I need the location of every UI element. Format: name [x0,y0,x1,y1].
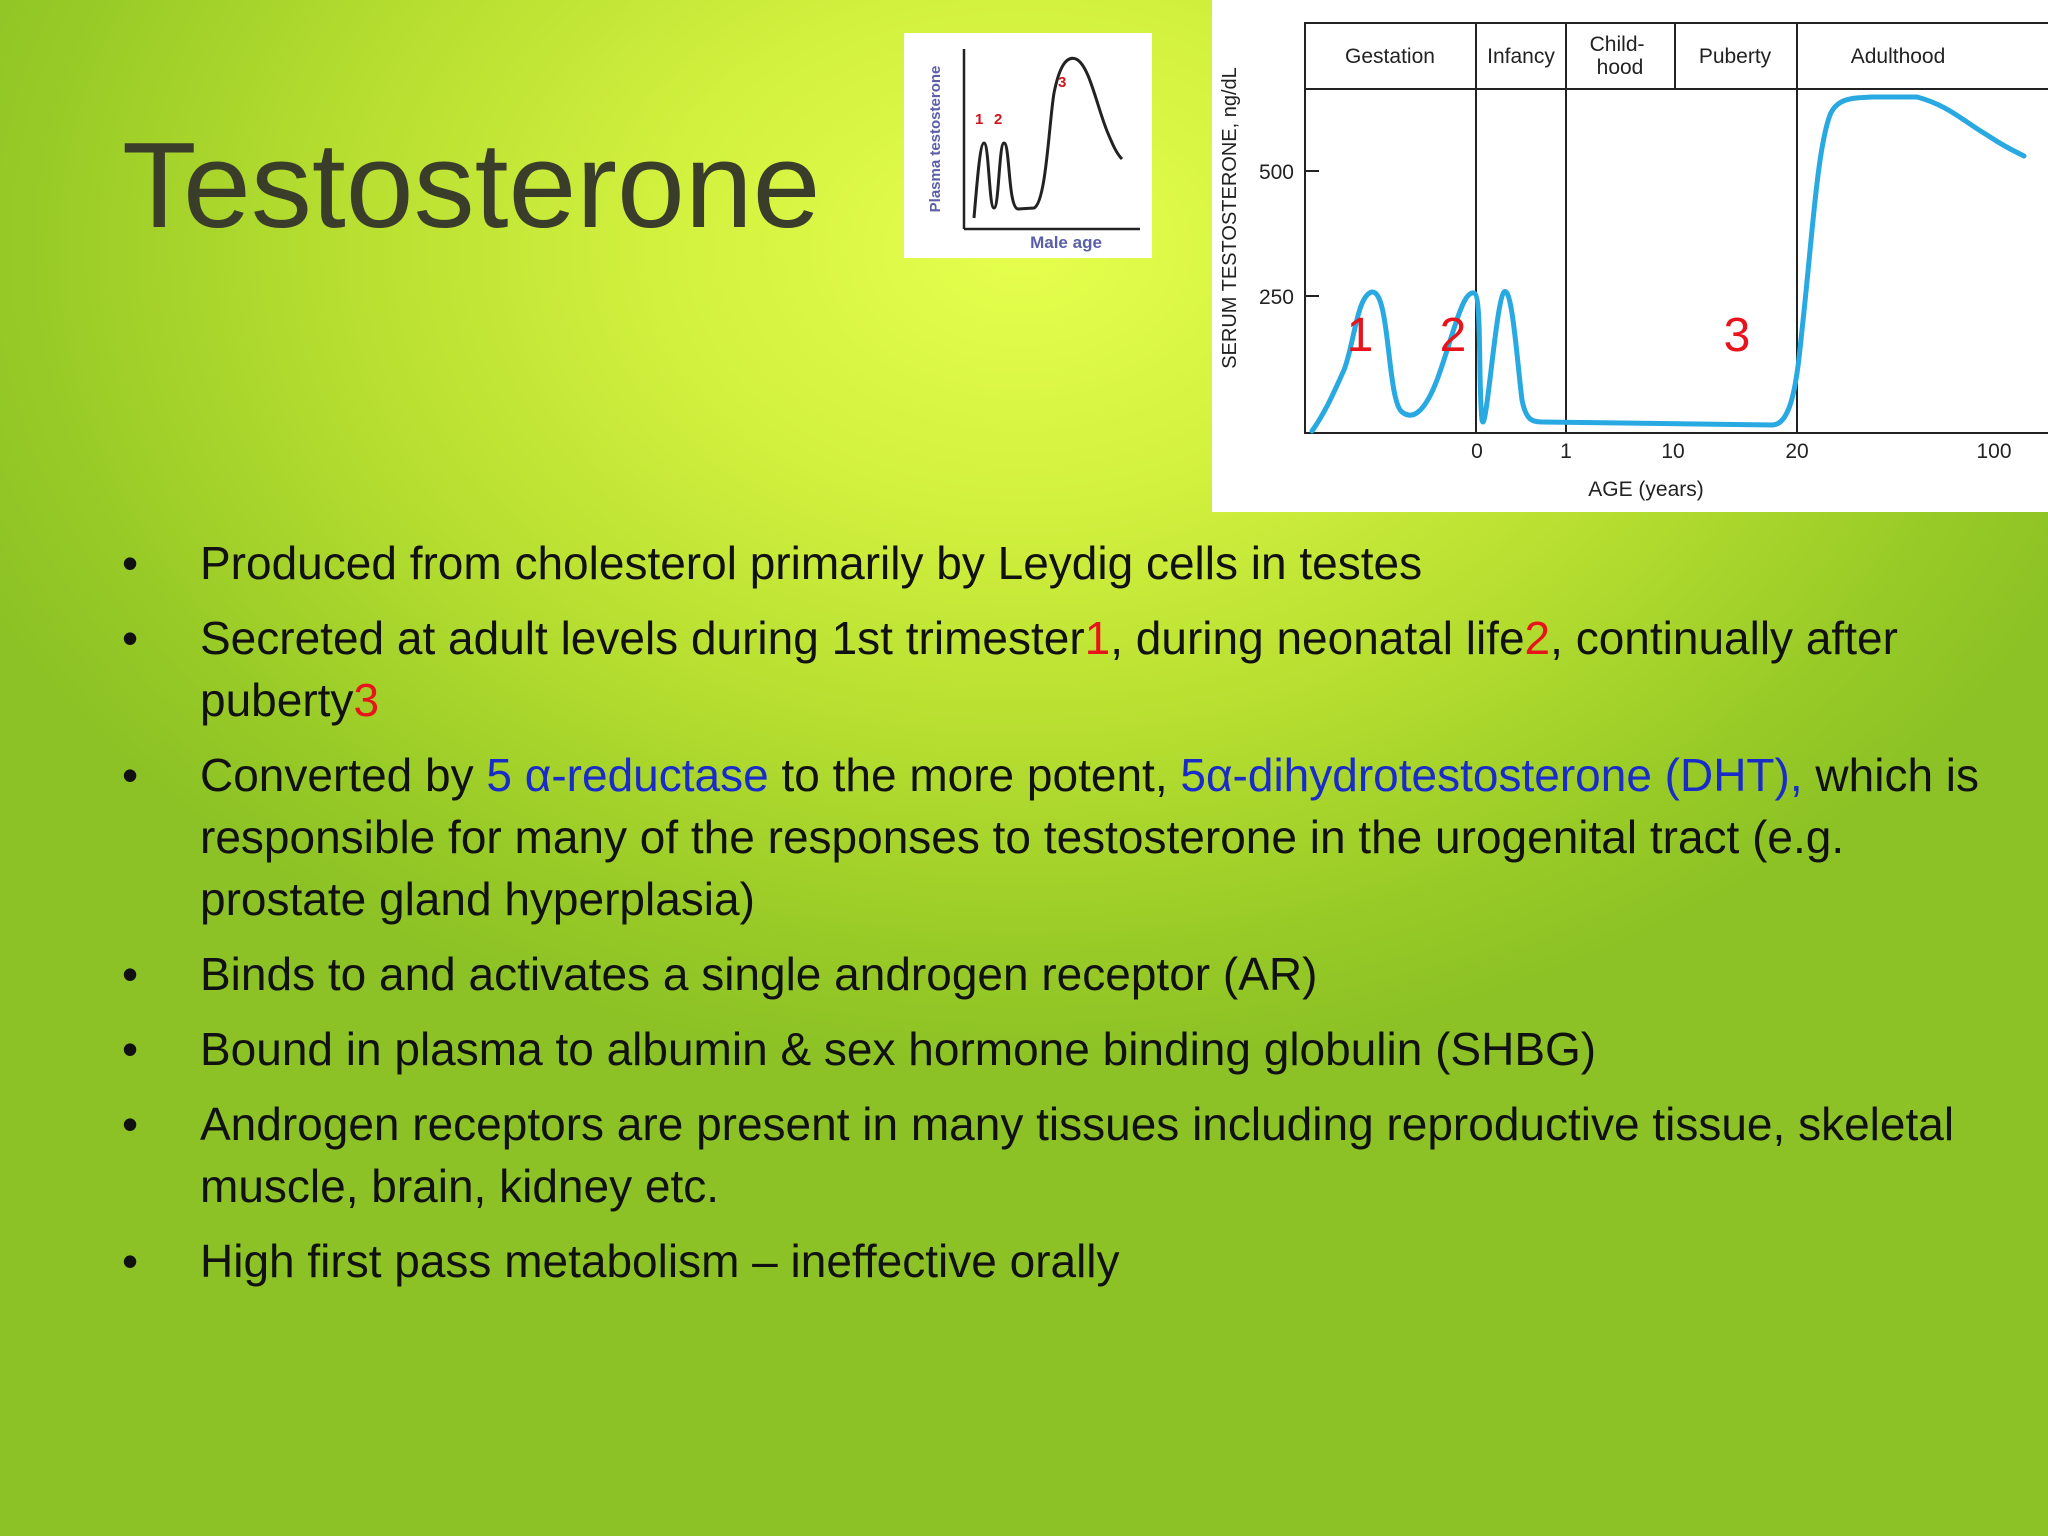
bullet-text: 2 [1524,612,1551,664]
bullet-dot: • [122,948,139,1000]
bullet-text: Binds to and activates a single androgen receptor (AR) [200,948,1318,1000]
bullet-text: 5 α-reductase [486,749,769,801]
x-tick-label-20: 20 [1785,440,1809,463]
bullet-dot: • [122,537,139,589]
chart-marker-3: 3 [1723,309,1751,362]
bullet-text: Androgen receptors are present in many tissues including reproductive tissue, skeletal muscle, brain, kidney etc. [200,1098,1955,1212]
chart-marker-2: 2 [1439,309,1467,362]
chart-xlabel: AGE (years) [1588,478,1704,501]
bullet-item [118,943,1998,1005]
y-tick-label-500: 500 [1258,161,1294,184]
thumbnail-marker-3: 3 [1058,74,1067,91]
bullet-dot: • [122,1023,139,1075]
thumbnail-svg [904,33,1152,258]
bullet-text: , continually after puberty [200,612,1898,726]
bullet-text: which is responsible for many of the responses to testosterone in the urogenital tract (e.g. prostate gland hyperplasia) [200,749,1980,925]
testosterone-curve [1312,97,2024,431]
x-tick-label-10: 10 [1661,440,1685,463]
bullet-dot: • [122,612,139,664]
x-tick-label-100: 100 [1976,440,2012,463]
period-childhood-line-1: Child- [1589,33,1645,56]
bullet-item [118,607,1998,731]
bullet-item [118,744,1998,930]
x-tick-label-0: 0 [1471,440,1483,463]
period-childhood [1590,33,1651,79]
thumbnail-xlabel: Male age [1030,233,1102,252]
thumbnail-curve [974,58,1122,218]
bullet-text: to the more potent, [768,749,1181,801]
thumbnail-ylabel: Plasma testosterone [927,65,944,213]
thumbnail-marker-1: 1 [975,111,984,128]
bullet-text: High first pass metabolism – ineffective orally [200,1235,1120,1287]
bullet-text: 5α-dihydrotestosterone (DHT), [1180,749,1803,801]
chart-frame [1305,23,2048,433]
bullet-text: Bound in plasma to albumin & sex hormone binding globulin (SHBG) [200,1023,1597,1075]
bullet-text: Secreted at adult levels during 1st trimester [200,612,1085,664]
bullet-dot: • [122,749,139,801]
chart-marker-1: 1 [1346,309,1374,362]
bullet-item [118,1018,1998,1080]
chart-ylabel: SERUM TESTOSTERONE, ng/dL [1219,67,1241,369]
period-infancy: Infancy [1487,45,1555,68]
bullet-text: 3 [353,674,380,726]
period-gestation: Gestation [1345,45,1435,68]
bullet-text: 1 [1084,612,1111,664]
x-tick-label-1: 1 [1560,440,1572,463]
bullet-item [118,532,1998,594]
bullet-item [118,1230,1998,1292]
y-tick-label-250: 250 [1258,286,1294,309]
period-childhood-line-2: hood [1596,56,1644,79]
period-puberty: Puberty [1698,45,1772,68]
chart-svg [1212,0,2048,512]
thumbnail-marker-2: 2 [994,111,1003,128]
thumbnail-graph [904,33,1152,258]
bullet-text: , during neonatal life [1110,612,1525,664]
bullet-text: Produced from cholesterol primarily by Leydig cells in testes [200,537,1423,589]
bullet-dot: • [122,1235,139,1287]
slide-title: Testosterone [122,117,821,253]
bullet-text: Converted by [200,749,487,801]
bullet-item [118,1093,1998,1217]
period-adulthood: Adulthood [1850,45,1946,68]
testosterone-chart [1212,0,2048,512]
bullet-dot: • [122,1098,139,1150]
bullet-list [118,532,1998,1305]
